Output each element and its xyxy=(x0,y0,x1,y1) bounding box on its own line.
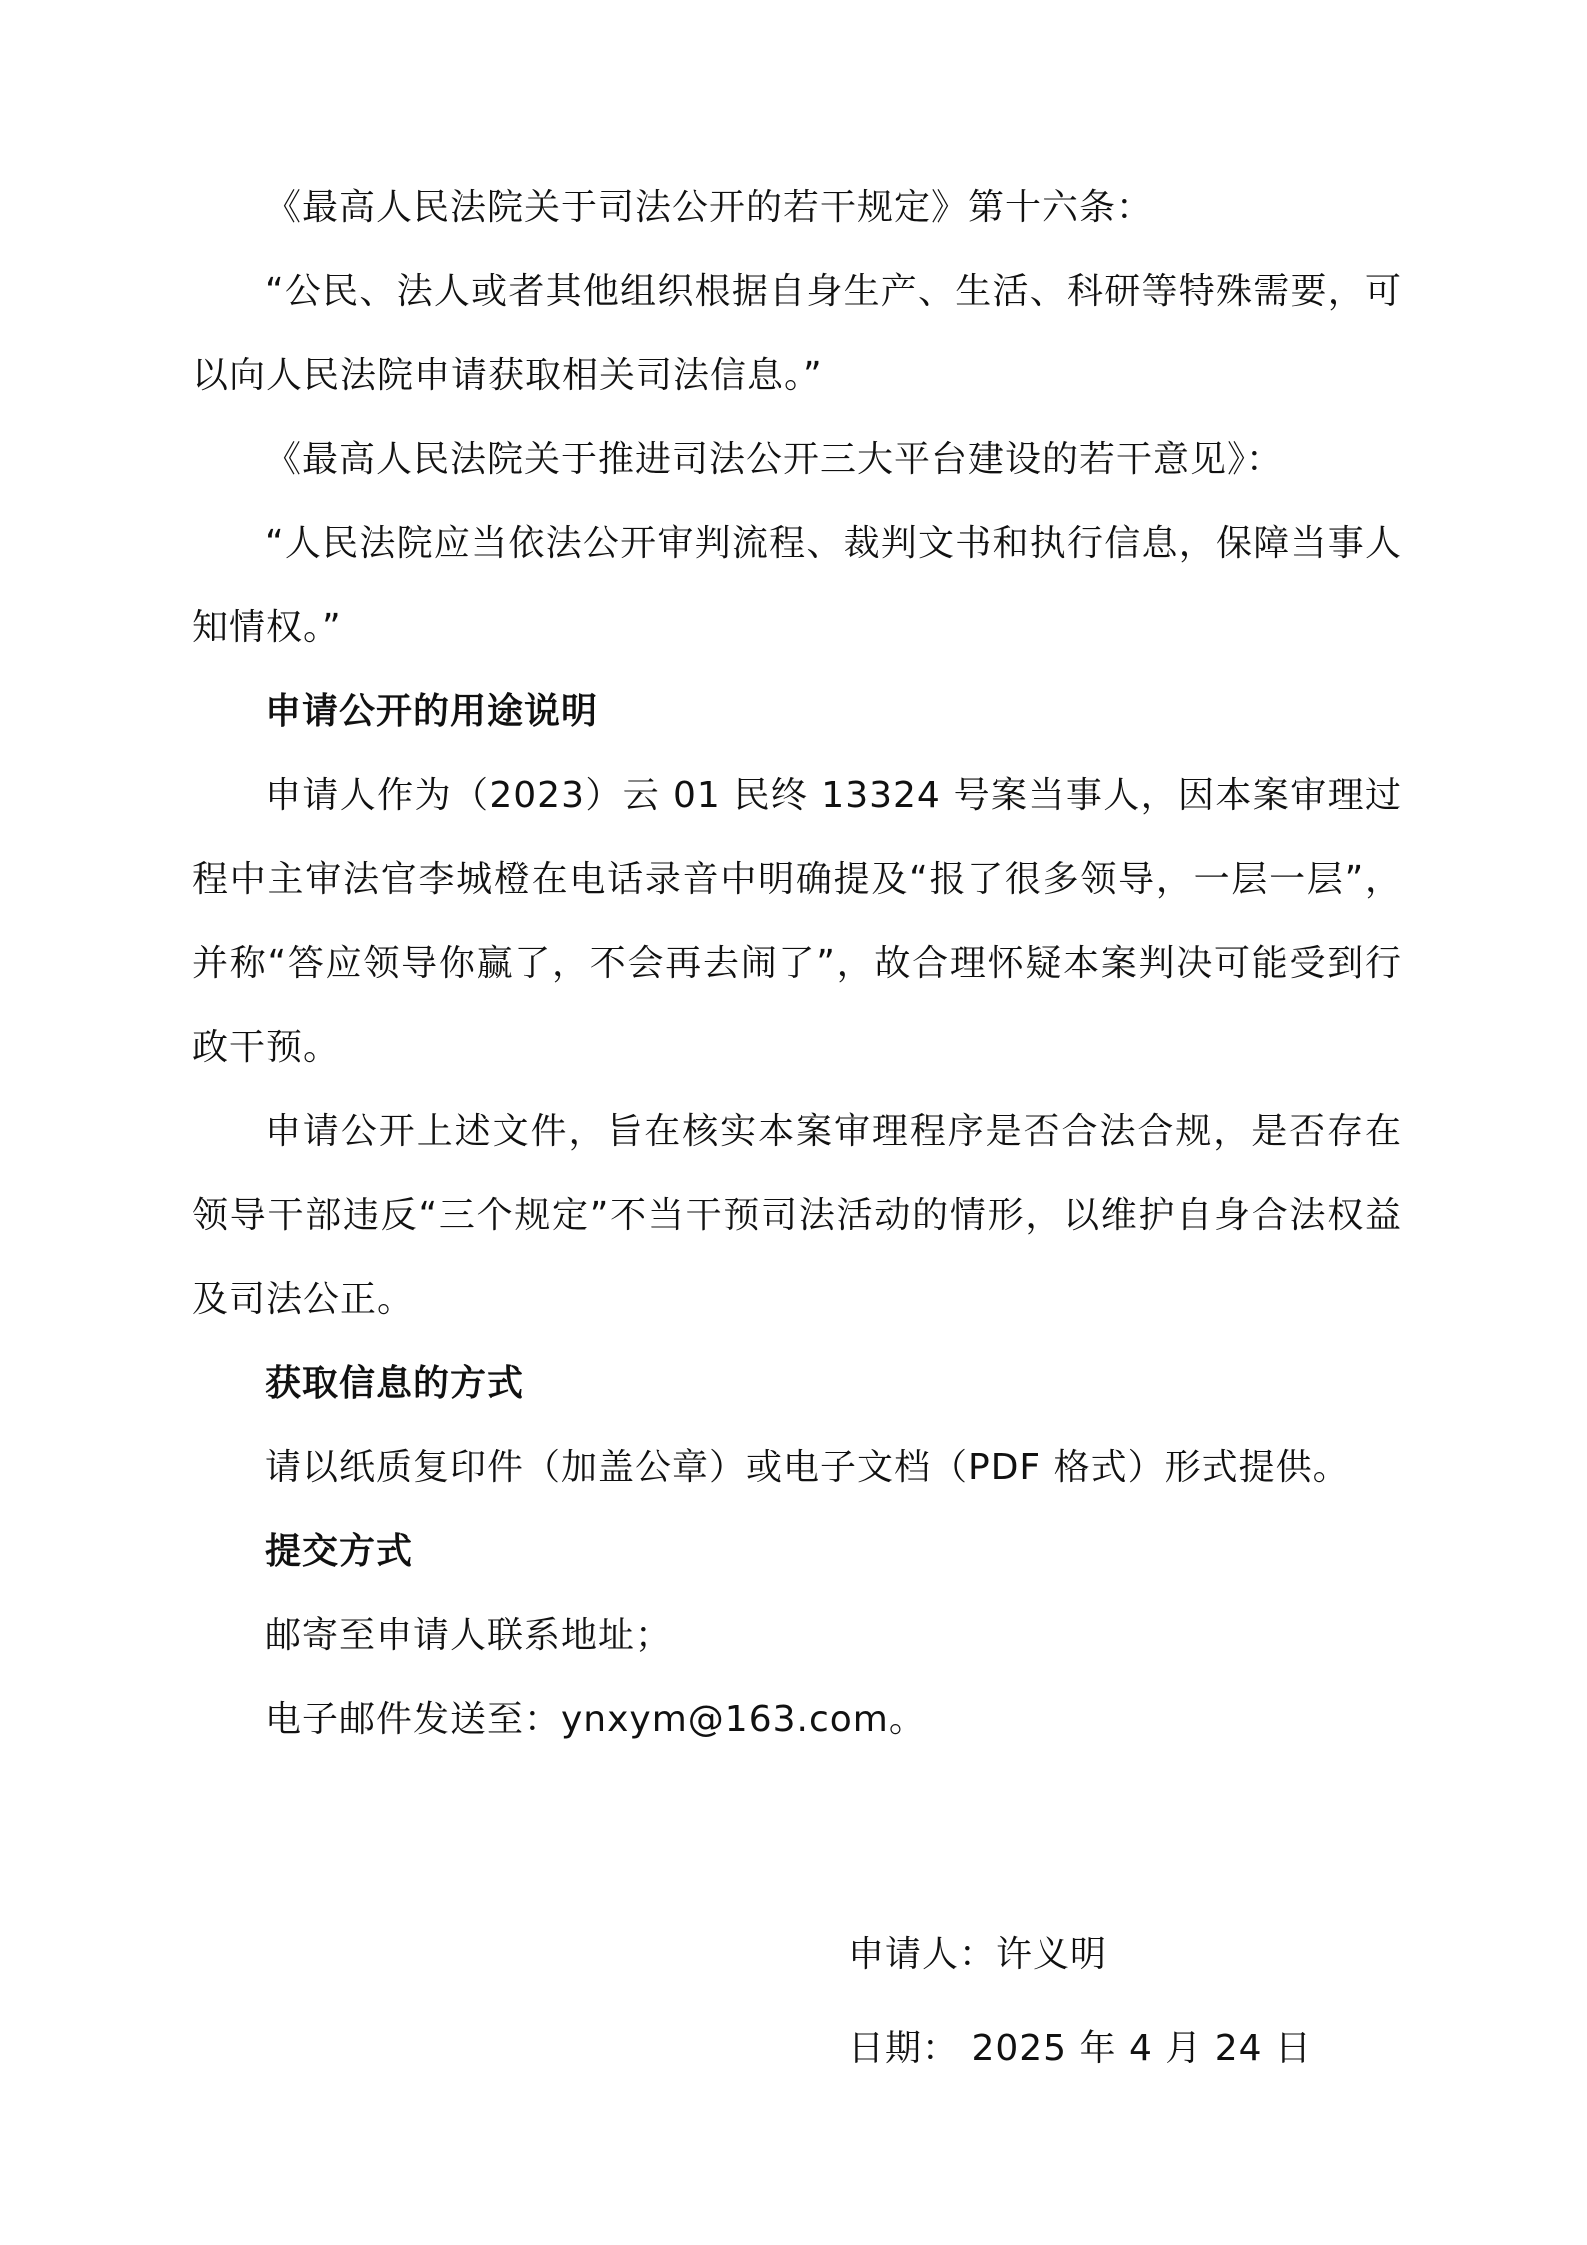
method-heading: 获取信息的方式 xyxy=(265,1363,525,1404)
document-body xyxy=(192,166,1402,1762)
submission-mail-line: 邮寄至申请人联系地址； xyxy=(265,1615,673,1656)
signature-block xyxy=(848,1908,1312,2096)
regulation-citation-1: 《最高人民法院关于司法公开的若干规定》第十六条： xyxy=(265,187,1154,228)
signature-date: 日期： 2025 年 4 月 24 日 xyxy=(848,2028,1312,2069)
submission-email-line: 电子邮件发送至：ynxym@163.com。 xyxy=(265,1699,926,1740)
regulation-quote-1: “公民、法人或者其他组织根据自身生产、生活、科研等特殊需要，可以向人民法院申请获取相关司法信息。” xyxy=(192,271,1402,396)
applicant-name: 申请人：许义明 xyxy=(848,1934,1108,1975)
purpose-paragraph-2: 申请公开上述文件，旨在核实本案审理程序是否合法合规，是否存在领导干部违反“三个规定”不当干预司法活动的情形，以维护自身合法权益及司法公正。 xyxy=(192,1111,1402,1320)
regulation-quote-2: “人民法院应当依法公开审判流程、裁判文书和执行信息，保障当事人知情权。” xyxy=(192,523,1402,648)
purpose-heading: 申请公开的用途说明 xyxy=(265,691,599,732)
method-text: 请以纸质复印件（加盖公章）或电子文档（PDF 格式）形式提供。 xyxy=(265,1447,1350,1488)
regulation-citation-2: 《最高人民法院关于推进司法公开三大平台建设的若干意见》： xyxy=(265,439,1284,480)
purpose-paragraph-1: 申请人作为（2023）云 01 民终 13324 号案当事人，因本案审理过程中主审法官李城橙在电话录音中明确提及“报了很多领导，一层一层”，并称“答应领导你赢了，不会再去闹了”，故合理怀疑本案判决可能受到行政干预。 xyxy=(192,775,1402,1068)
submission-heading: 提交方式 xyxy=(265,1531,414,1572)
